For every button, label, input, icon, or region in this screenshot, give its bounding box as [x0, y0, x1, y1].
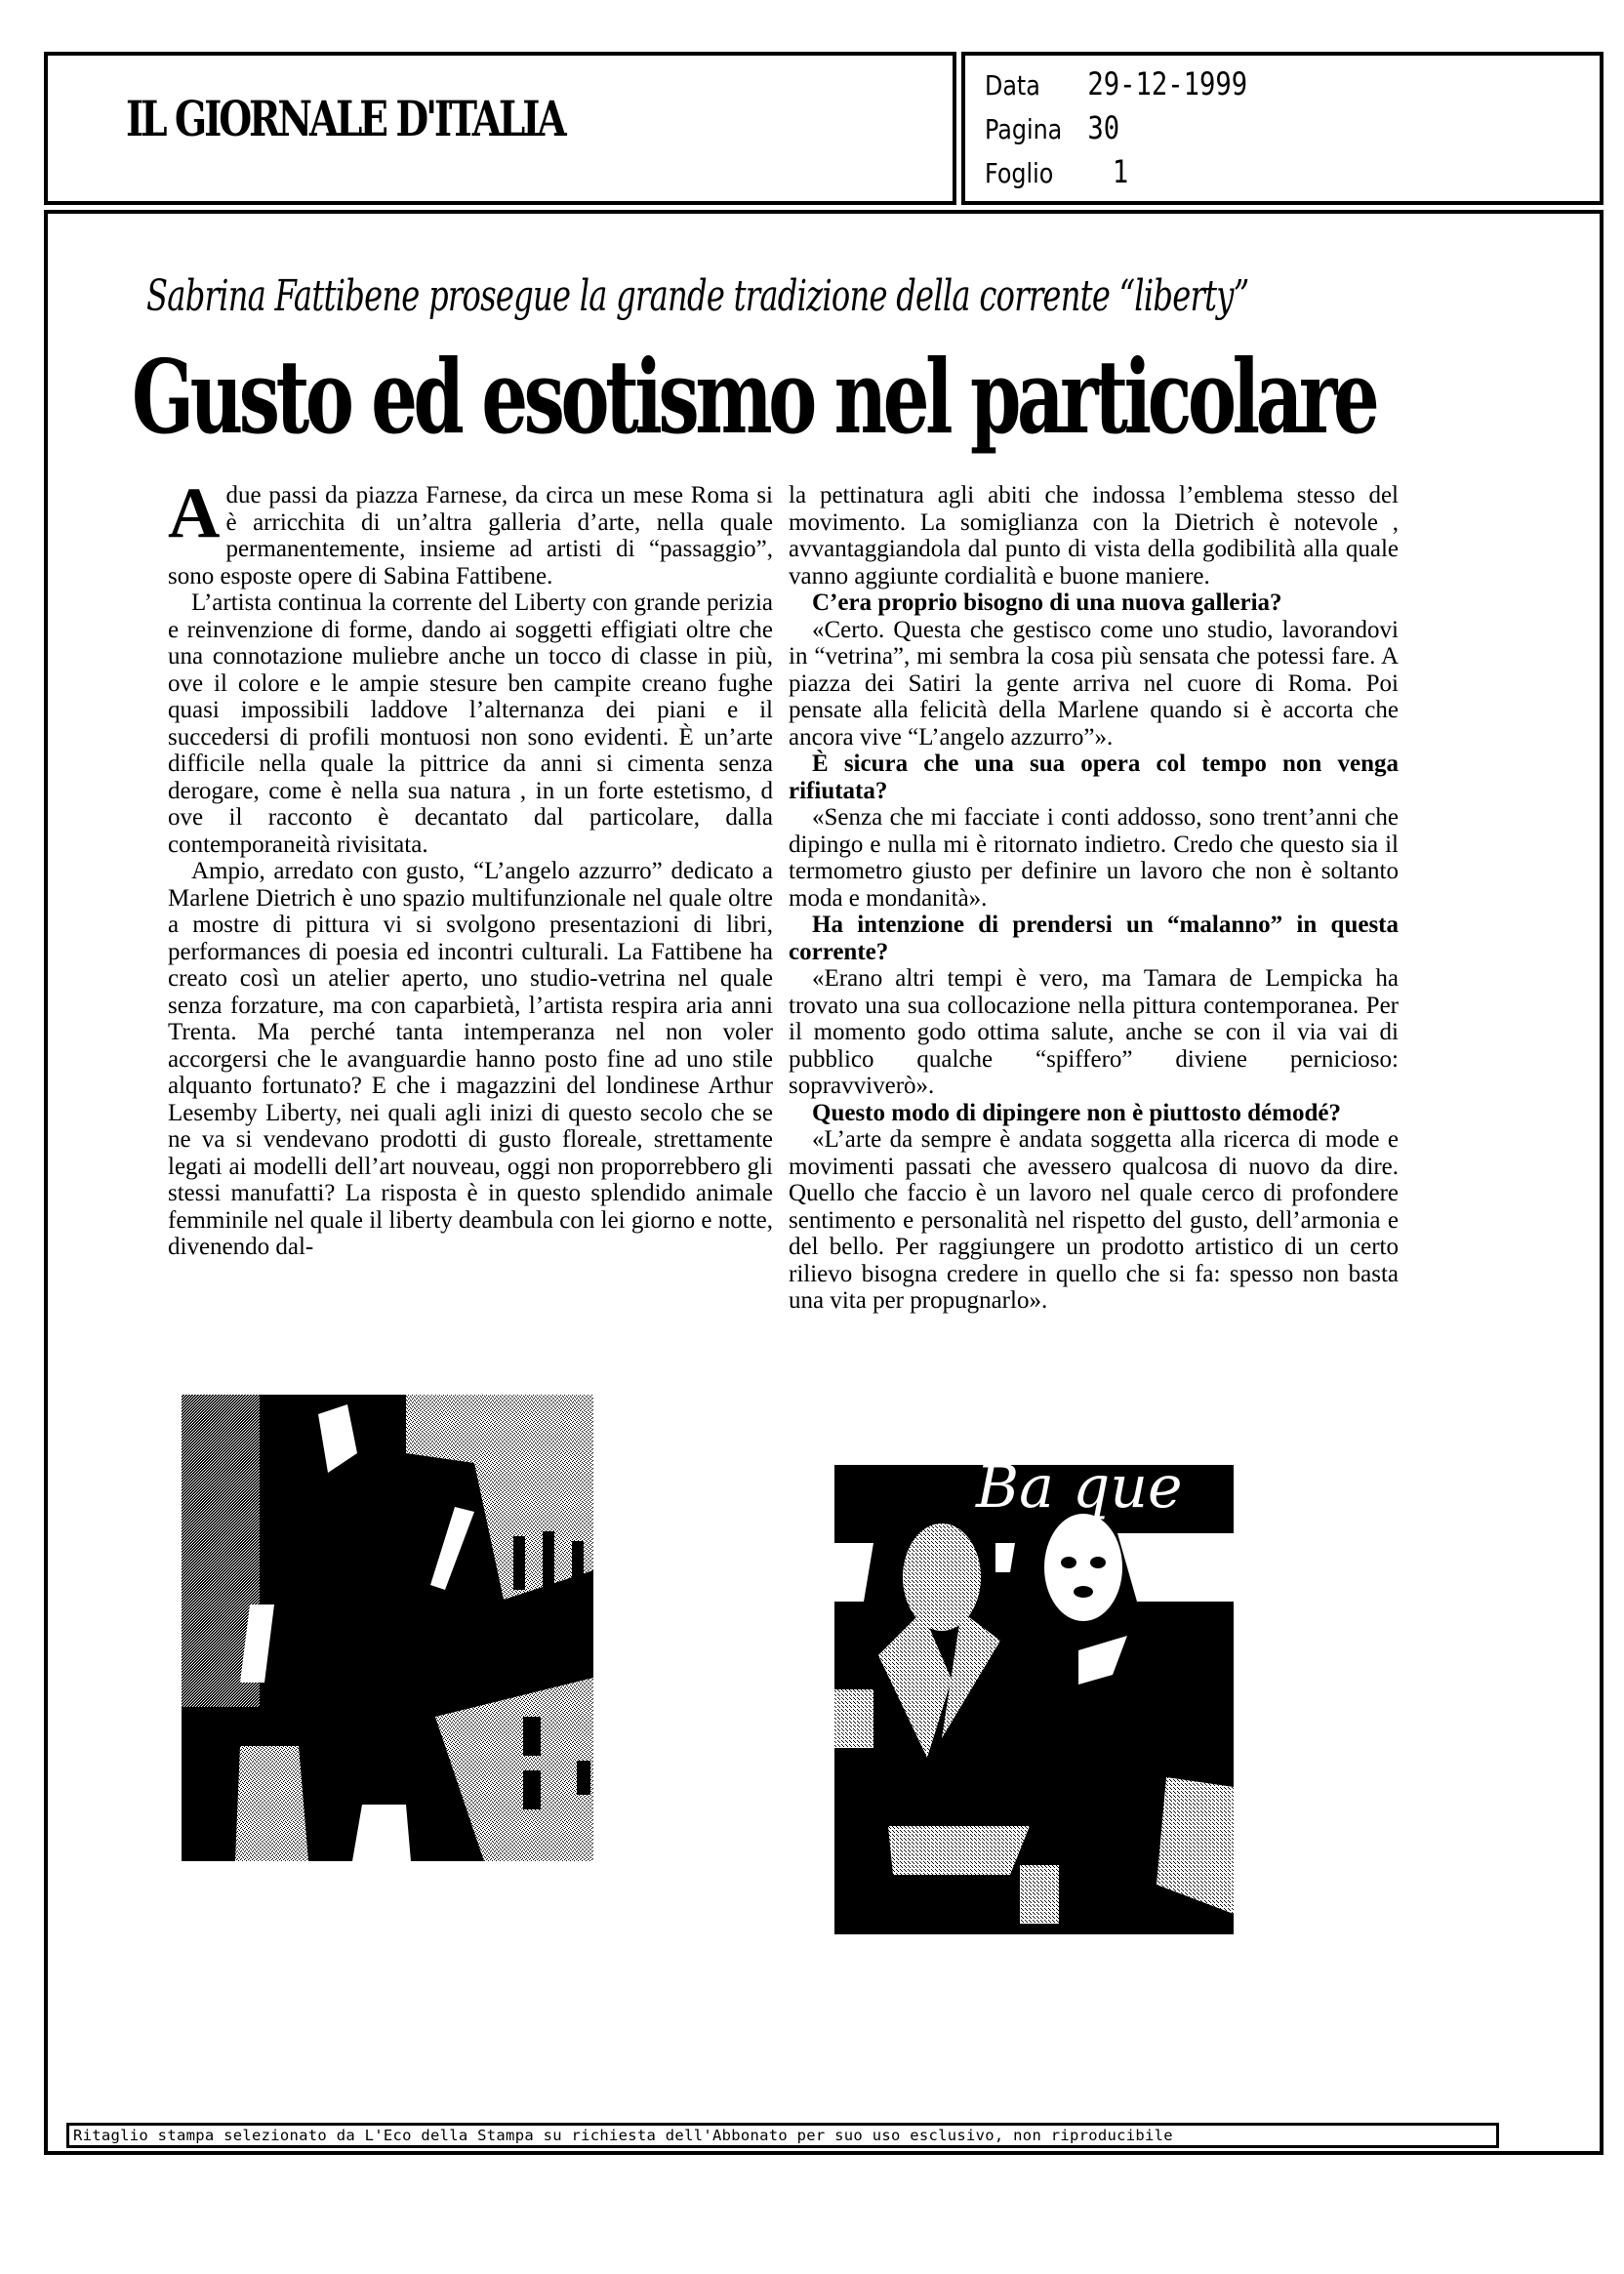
- sheet-row: [985, 153, 1128, 190]
- paragraph: «L’arte da sempre è andata soggetta alla ricerca di mode e movimenti passati che avessero qualcosa di nuovo da dire. Quello che faccio è un lavoro nel quale cerco di profondere sentimento e personalità nel rispetto del gusto, dell’armonia e del bello. Per raggiungere un prodotto artistico di un certo rilievo bisogna credere in quello che si fa: spesso non basta una vita per propugnarlo».: [789, 1126, 1399, 1314]
- page-label: Pagina: [985, 113, 1063, 145]
- press-clipping-notice: Ritaglio stampa selezionato da L'Eco della Stampa su richiesta dell'Abbonato per suo uso esclusivo, non riproducibile: [66, 2123, 1499, 2148]
- sheet-label: Foglio: [985, 157, 1054, 189]
- paragraph: «Senza che mi facciate i conti addosso, sono trent’anni che dipingo e nulla mi è ritornato indietro. Credo che questo sia il termometro giusto per definire un lavoro che non è soltanto moda e mondanità».: [789, 804, 1399, 912]
- painting-sign-text: Ba que: [976, 1465, 1183, 1522]
- paragraph: [168, 473, 773, 589]
- painting-photo-right: [834, 1465, 1234, 1934]
- interview-question: C’era proprio bisogno di una nuova galleria?: [812, 589, 1282, 616]
- date-row: [985, 65, 1247, 102]
- article-kicker: Sabrina Fattibene prosegue la grande tradizione della corrente “liberty”: [146, 271, 1249, 321]
- drop-cap: A: [168, 473, 221, 553]
- article-border-bottom: [44, 2151, 1604, 2155]
- painting-right-illustration: [834, 1465, 1234, 1934]
- paragraph: la pettinatura agli abiti che indossa l’emblema stesso del movimento. La somiglianza con la Dietrich è notevole , avvantaggiandola dal punto di vista della godibilità alla quale vanno aggiunte cordialità e buone maniere.: [789, 482, 1399, 589]
- masthead-box: [44, 52, 956, 205]
- paragraph-text: due passi da piazza Farnese, da circa un mese Roma si è arricchita di un’altra galleria d’arte, nella quale permanentemente, insieme ad artisti di “passaggio”, sono esposte opere di Sabina Fattibene.: [168, 482, 773, 589]
- article-left-column: [168, 473, 773, 1261]
- metadata-box: [961, 52, 1604, 205]
- article-border-top: [44, 210, 1604, 214]
- page-value: 30: [1087, 109, 1120, 146]
- interview-question: Ha intenzione di prendersi un “malanno” in questa corrente?: [789, 912, 1399, 965]
- painting-left-illustration: [182, 1395, 593, 1861]
- article-right-column: [789, 482, 1399, 1315]
- date-value: 29-12-1999: [1087, 65, 1248, 102]
- paragraph: Ampio, arredato con gusto, “L’angelo azzurro” dedicato a Marlene Dietrich è uno spazio multifunzionale nel quale oltre a mostre di pittura vi si svolgono presentazioni di libri, performances di poesia ed incontri culturali. La Fattibene ha creato così un atelier aperto, uno studio-vetrina nel quale senza forzature, ma con caparbietà, l’artista respira aria anni Trenta. Ma perché tanta intemperanza nel non voler accorgersi che le avanguardie hanno posto fine ad uno stile alquanto fortunato? E che i magazzini del londinese Arthur Lesemby Liberty, nei quali agli inizi di questo secolo che se ne va si vendevano prodotti di gusto floreale, strettamente legati ai modelli dell’art nouveau, oggi non proporrebbero gli stessi manufatti? La risposta è in questo splendido animale femminile nel quale il liberty deambula con lei giorno e notte, divenendo dal-: [168, 858, 773, 1260]
- article-border-left: [44, 210, 48, 2155]
- interview-question: Questo modo di dipingere non è piuttosto démodé?: [812, 1099, 1341, 1126]
- sheet-value: 1: [1112, 153, 1129, 190]
- paragraph: «Erano altri tempi è vero, ma Tamara de Lempicka ha trovato una sua collocazione nella pittura contemporanea. Per il momento godo ottima salute, anche se con il via vai di pubblico qualche “spiffero” diviene pernicioso: sopravviverò».: [789, 965, 1399, 1099]
- date-label: Data: [985, 69, 1040, 102]
- paragraph: L’artista continua la corrente del Liberty con grande perizia e reinvenzione di forme, dando ai soggetti effigiati oltre che una connotazione muliebre anche un tocco di classe in più, ove il colore e le ampie stesure ben campite creano fughe quasi impossibili laddove l’alternanza dei piani e il succedersi di profili montuosi non sono evidenti. È un’arte difficile nella quale la pittrice da anni si cimenta senza derogare, come è nella sua natura , in un forte estetismo, d ove il racconto è decantato dal particolare, dalla contemporaneità rivisitata.: [168, 589, 773, 858]
- page-row: [985, 109, 1119, 146]
- article-border-right: [1600, 210, 1604, 2155]
- painting-photo-left: [182, 1395, 593, 1861]
- article-headline: Gusto ed esotismo nel particolare: [132, 337, 1376, 457]
- paragraph: «Certo. Questa che gestisco come uno studio, lavorandovi in “vetrina”, mi sembra la cosa più sensata che potessi fare. A piazza dei Satiri la gente arriva nel cuore di Roma. Poi pensate alla felicità della Marlene quando si è accorta che ancora vive “L’angelo azzurro”».: [789, 616, 1399, 751]
- interview-question: È sicura che una sua opera col tempo non venga rifiutata?: [789, 751, 1399, 804]
- newspaper-title: IL GIORNALE D'ITALIA: [126, 90, 564, 147]
